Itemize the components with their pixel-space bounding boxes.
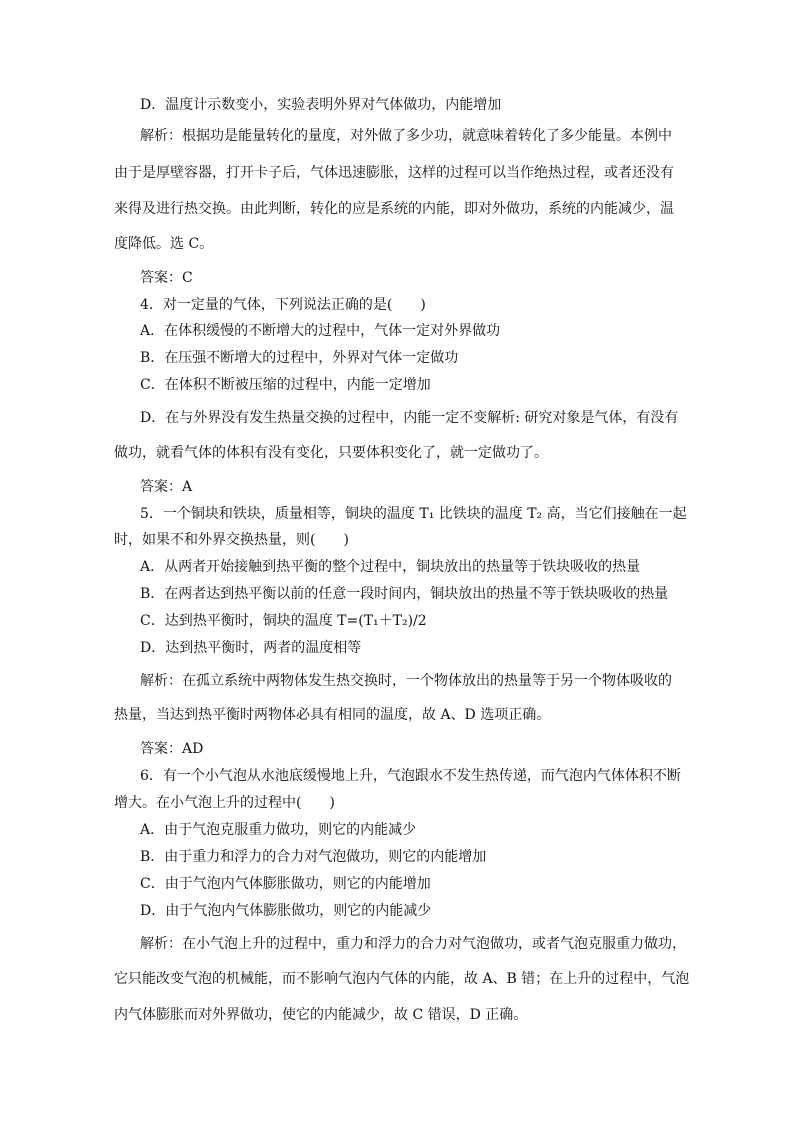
analysis-q3-line1: 解析：根据功是能量转化的量度，对外做了多少功，就意味着转化了多少能量。本例中 [140, 128, 672, 144]
option-a-q4: A．在体积缓慢的不断增大的过程中，气体一定对外界做功 [140, 323, 501, 339]
option-a-q6: A．由于气泡克服重力做功，则它的内能减少 [140, 822, 417, 838]
option-a-q5: A．从两者开始接触到热平衡的整个过程中，铜块放出的热量等于铁块吸收的热量 [140, 559, 641, 575]
analysis-q3-line2: 由于是厚壁容器，打开卡子后，气体迅速膨胀，这样的过程可以当作绝热过程，或者还没有 [114, 165, 674, 181]
option-d-q6: D．由于气泡内气体膨胀做功，则它的内能减少 [140, 903, 432, 919]
question-6-line2: 增大。在小气泡上升的过程中( ) [114, 795, 335, 811]
analysis-q6-line2: 它只能改变气泡的机械能，而不影响气泡内气体的内能，故 A、B 错；在上升的过程中，气泡 [114, 971, 690, 987]
answer-q5: 答案：AD [140, 741, 204, 757]
question-5-line1: 5．一个铜块和铁块，质量相等，铜块的温度 T₁ 比铁块的温度 T₂ 高，当它们接触在一起 [140, 506, 687, 522]
option-b-q5: B．在两者达到热平衡以前的任意一段时间内，铜块放出的热量不等于铁块吸收的热量 [140, 586, 669, 602]
answer-q4: 答案：A [140, 479, 193, 495]
option-c-q5: C．达到热平衡时，铜块的温度 T=(T₁＋T₂)/2 [140, 613, 427, 629]
question-5-line2: 时，如果不和外界交换热量，则( ) [114, 532, 349, 548]
question-6-line1: 6．有一个小气泡从水池底缓慢地上升，气泡跟水不发生热传递，而气泡内气体体积不断 [140, 768, 681, 784]
question-4: 4．对一定量的气体，下列说法正确的是( ) [140, 297, 426, 313]
answer-q3: 答案：C [140, 270, 193, 286]
analysis-q6-line1: 解析：在小气泡上升的过程中，重力和浮力的合力对气泡做功，或者气泡克服重力做功， [140, 936, 686, 952]
analysis-q5-line2: 热量，当达到热平衡时两物体必具有相同的温度，故 A、D 选项正确。 [114, 707, 551, 723]
option-b-q4: B．在压强不断增大的过程中，外界对气体一定做功 [140, 350, 459, 366]
option-b-q6: B．由于重力和浮力的合力对气泡做功，则它的内能增加 [140, 849, 487, 865]
option-c-q6: C．由于气泡内气体膨胀做功，则它的内能增加 [140, 876, 431, 892]
analysis-q4-line2: 做功，就看气体的体积有没有变化，只要体积变化了，就一定做功了。 [114, 445, 548, 461]
option-d-q5: D．达到热平衡时，两者的温度相等 [140, 640, 362, 656]
analysis-q6-line3: 内气体膨胀而对外界做功，使它的内能减少，故 C 错误，D 正确。 [114, 1007, 528, 1023]
analysis-q3-line4: 度降低。选 C。 [114, 236, 214, 252]
option-c-q4: C．在体积不断被压缩的过程中，内能一定增加 [140, 377, 431, 393]
option-d-q4: D．在与外界没有发生热量交换的过程中，内能一定不变解析: 研究对象是气体，有没有 [140, 410, 679, 426]
option-d-q3: D．温度计示数变小，实验表明外界对气体做功，内能增加 [140, 97, 502, 113]
analysis-q3-line3: 来得及进行热交换。由此判断，转化的应是系统的内能，即对外做功，系统的内能减少，温 [114, 201, 674, 217]
analysis-q5-line1: 解析：在孤立系统中两物体发生热交换时，一个物体放出的热量等于另一个物体吸收的 [140, 673, 672, 689]
